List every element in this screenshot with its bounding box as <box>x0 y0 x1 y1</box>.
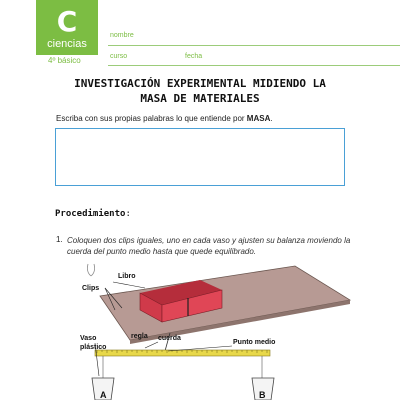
label-cup: Vaso <box>80 335 97 342</box>
label-cup-b: B <box>259 390 266 400</box>
course-date-line <box>108 65 400 66</box>
label-string: cuerda <box>158 335 181 342</box>
step-number: 1. <box>56 235 63 244</box>
subject-name: ciencias <box>47 38 87 50</box>
label-ruler: regla <box>131 333 148 340</box>
instruction-prefix: Escriba con sus propias palabras lo que entiende por <box>56 114 247 123</box>
label-midpoint: Punto medio <box>233 339 276 346</box>
page-title <box>60 76 340 106</box>
instruction-suffix: . <box>270 114 273 123</box>
clips-icon <box>87 264 94 276</box>
date-label: fecha <box>185 53 203 60</box>
label-book: Libro <box>118 273 136 280</box>
label-clips: Clips <box>82 285 100 292</box>
instruction <box>56 114 273 123</box>
procedure-colon: : <box>125 209 131 219</box>
label-cup-plastic: plástico <box>80 344 107 351</box>
answer-box[interactable] <box>55 128 345 186</box>
label-cup-a: A <box>100 390 107 400</box>
course-label: curso <box>110 53 128 60</box>
balance-illustration <box>0 258 400 400</box>
step-text: Coloquen dos clips iguales, uno en cada vaso y ajusten su balanza moviendo la cuerda del punto medio hasta que quede equilibrado. <box>67 236 351 256</box>
ruler <box>95 350 270 356</box>
procedure-heading <box>55 209 131 219</box>
subject-badge <box>36 0 98 55</box>
table-top <box>100 266 350 340</box>
title-line-2: MASA DE MATERIALES <box>140 92 260 105</box>
procedure-heading-text: Procedimiento <box>55 209 126 219</box>
instruction-term: MASA <box>246 114 271 123</box>
title-line-1: INVESTIGACIÓN EXPERIMENTAL MIDIENDO LA <box>74 77 326 90</box>
name-label: nombre <box>110 32 134 39</box>
subject-letter: C <box>56 5 78 38</box>
name-line <box>108 45 400 46</box>
grade-label: 4º básico <box>48 56 81 65</box>
